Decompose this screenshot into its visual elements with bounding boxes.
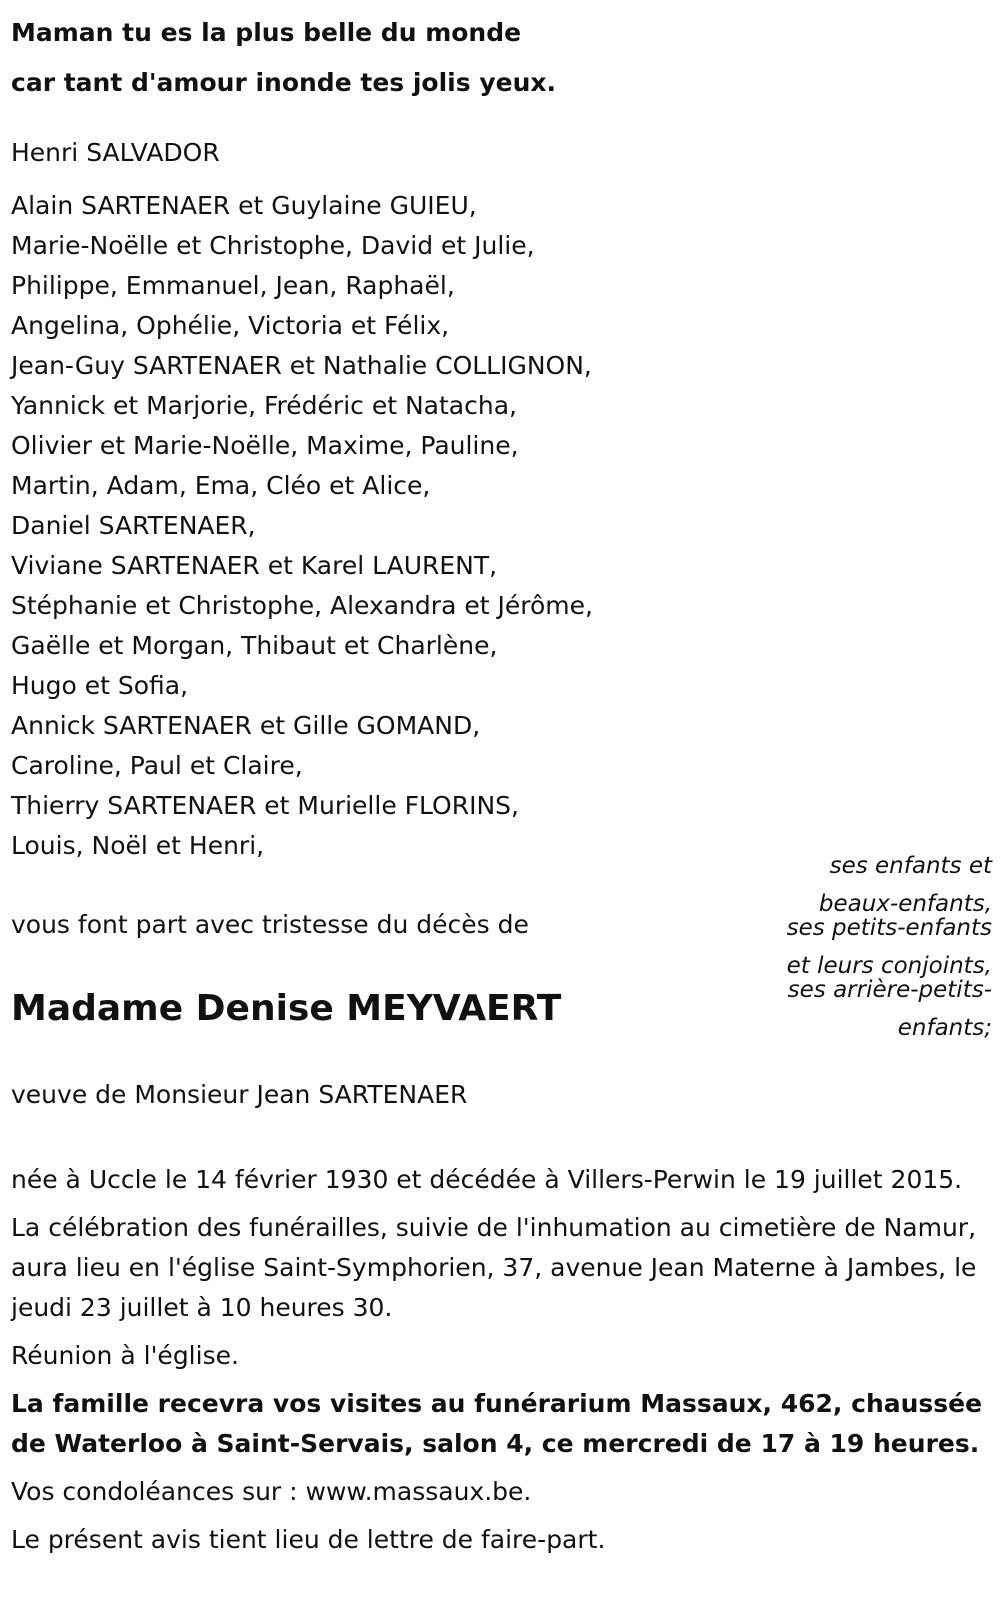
family-list bbox=[11, 186, 593, 866]
details bbox=[11, 1160, 991, 1568]
family-line: Yannick et Marjorie, Frédéric et Natacha, bbox=[11, 391, 517, 420]
family-line: Philippe, Emmanuel, Jean, Raphaël, bbox=[11, 271, 455, 300]
poem-signature: Henri SALVADOR bbox=[11, 138, 220, 167]
relation-children-1: ses enfants et bbox=[829, 853, 992, 879]
visits: La famille recevra vos visites au funérarium Massaux, 462, chaussée de Waterloo à Saint-Servais, salon 4, ce mercredi de 17 à 19 heures. bbox=[11, 1389, 983, 1458]
poem-line-2: car tant d'amour inonde tes jolis yeux. bbox=[11, 68, 556, 97]
family-line: Thierry SARTENAER et Murielle FLORINS, bbox=[11, 791, 519, 820]
relation-labels bbox=[732, 854, 992, 1040]
condolences: Vos condoléances sur : www.massaux.be. bbox=[11, 1477, 532, 1506]
relation-great-grandchildren-1: ses arrière-petits- bbox=[787, 977, 992, 1003]
family-line: Louis, Noël et Henri, bbox=[11, 831, 265, 860]
announcement: vous font part avec tristesse du décès de bbox=[11, 910, 529, 939]
family-line: Alain SARTENAER et Guylaine GUIEU, bbox=[11, 191, 477, 220]
poem bbox=[11, 8, 556, 108]
family-line: Angelina, Ophélie, Victoria et Félix, bbox=[11, 311, 450, 340]
widow-of: veuve de Monsieur Jean SARTENAER bbox=[11, 1080, 468, 1109]
family-line: Gaëlle et Morgan, Thibaut et Charlène, bbox=[11, 631, 498, 660]
ceremony: La célébration des funérailles, suivie de l'inhumation au cimetière de Namur, aura lieu en l'église Saint-Symphorien, 37, avenue Jean Materne à Jambes, le jeudi 23 juillet à 10 heures 30. bbox=[11, 1213, 977, 1322]
family-line: Marie-Noëlle et Christophe, David et Julie, bbox=[11, 231, 535, 260]
family-line: Stéphanie et Christophe, Alexandra et Jérôme, bbox=[11, 591, 593, 620]
family-line: Hugo et Sofia, bbox=[11, 671, 189, 700]
relation-grandchildren-2: et leurs conjoints, bbox=[786, 953, 992, 979]
family-line: Annick SARTENAER et Gille GOMAND, bbox=[11, 711, 481, 740]
family-line: Daniel SARTENAER, bbox=[11, 511, 256, 540]
notice: Le présent avis tient lieu de lettre de faire-part. bbox=[11, 1525, 606, 1554]
deceased-name: Madame Denise MEYVAERT bbox=[11, 988, 562, 1029]
family-line: Jean-Guy SARTENAER et Nathalie COLLIGNON, bbox=[11, 351, 592, 380]
family-line: Olivier et Marie-Noëlle, Maxime, Pauline, bbox=[11, 431, 519, 460]
relation-great-grandchildren-2: enfants; bbox=[897, 1015, 992, 1041]
birth-death: née à Uccle le 14 février 1930 et décédée à Villers-Perwin le 19 juillet 2015. bbox=[11, 1165, 963, 1194]
family-line: Viviane SARTENAER et Karel LAURENT, bbox=[11, 551, 498, 580]
family-line: Caroline, Paul et Claire, bbox=[11, 751, 303, 780]
relation-grandchildren-1: ses petits-enfants bbox=[786, 915, 992, 941]
poem-line-1: Maman tu es la plus belle du monde bbox=[11, 18, 522, 47]
relation-children-2: beaux-enfants, bbox=[818, 891, 992, 917]
family-line: Martin, Adam, Ema, Cléo et Alice, bbox=[11, 471, 431, 500]
reunion: Réunion à l'église. bbox=[11, 1341, 239, 1370]
